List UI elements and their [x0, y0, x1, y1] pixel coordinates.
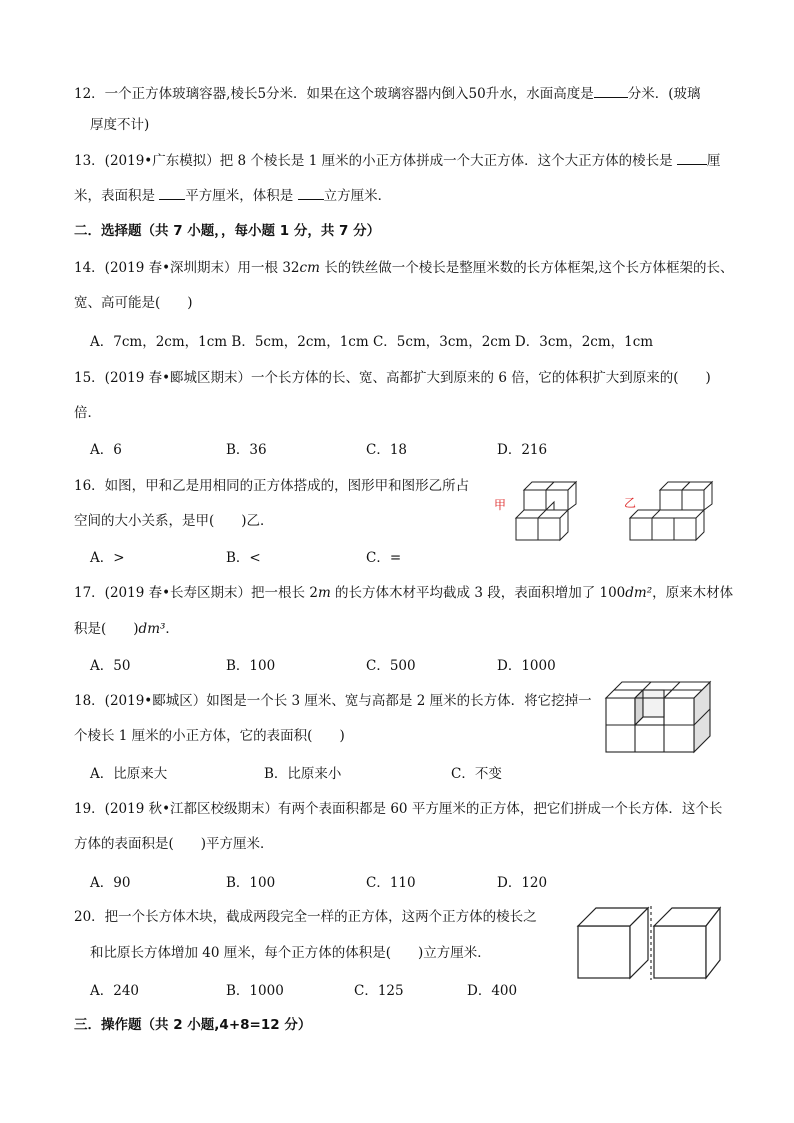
- q18-line1: 18．(2019•郾城区）如图是一个长 3 厘米、宽与高都是 2 厘米的长方体．将它挖掉一: [74, 693, 592, 709]
- q13-text-e: 立方厘米．: [323, 188, 392, 204]
- q17-option-b[interactable]: B．100: [226, 658, 276, 674]
- figure-two-cubes-cut: [574, 904, 724, 982]
- figure-cuboid-with-notch: [604, 674, 716, 756]
- q20-option-a[interactable]: A．240: [90, 983, 140, 999]
- q19-option-b[interactable]: B．100: [226, 875, 276, 891]
- figure-yi-label: 乙: [624, 496, 637, 510]
- q12-line2: 厚度不计): [90, 117, 150, 133]
- q17-text-b: 的长方体木材平均截成 3 段，表面积增加了 100: [330, 585, 626, 601]
- q13-text-a: 13．(2019•广东模拟）把 8 个棱长是 1 厘米的小正方体拼成一个大正方体．这个大正方体的棱长是: [74, 153, 673, 169]
- q19-option-d[interactable]: D．120: [497, 875, 548, 891]
- q17-unit-dm2: dm²: [625, 585, 653, 601]
- figure-jia-cubes: [510, 472, 582, 544]
- q14-unit: cm: [299, 260, 320, 276]
- q13-blank-volume[interactable]: [298, 185, 324, 200]
- q15-line1: 15．(2019 春•郾城区期末）一个长方体的长、宽、高都扩大到原来的 6 倍，它的体积扩大到原来的( ): [74, 370, 711, 386]
- q16-option-c[interactable]: C．=: [366, 550, 402, 566]
- q16-option-b[interactable]: B．<: [226, 550, 261, 566]
- q14-text-a: 14．(2019 春•深圳期末）用一根 32: [74, 260, 300, 276]
- q17-line1: [74, 583, 733, 603]
- q17-option-a[interactable]: A．50: [90, 658, 131, 674]
- q13-line1: [74, 150, 720, 171]
- q15-line2: 倍．: [74, 405, 101, 421]
- q15-option-a[interactable]: A．6: [90, 442, 122, 458]
- q17-option-d[interactable]: D．1000: [497, 658, 556, 674]
- q17-unit-m: m: [317, 585, 331, 601]
- q15-option-b[interactable]: B．36: [226, 442, 267, 458]
- q14-line1: [74, 258, 734, 278]
- q13-blank-area[interactable]: [159, 185, 185, 200]
- section-3-title: 三．操作题（共 2 小题,4+8=12 分）: [74, 1017, 312, 1033]
- q14-line2: 宽、高可能是( ): [74, 295, 193, 311]
- q17-text-e: ．: [165, 621, 179, 637]
- q17-text-a: 17．(2019 春•长寿区期末）把一根长 2: [74, 585, 318, 601]
- q12-text-b: 分米．(玻璃: [627, 86, 701, 102]
- q12-text-a: 12．一个正方体玻璃容器,棱长5分米．如果在这个玻璃容器内倒入50升水，水面高度是: [74, 86, 594, 102]
- q15-option-d[interactable]: D．216: [497, 442, 548, 458]
- q18-option-c[interactable]: C．不变: [451, 766, 502, 782]
- q17-line2: [74, 619, 179, 639]
- q12-blank[interactable]: [594, 83, 628, 98]
- q18-line2: 个棱长 1 厘米的小正方体，它的表面积( ): [74, 728, 345, 744]
- q20-line2: 和比原长方体增加 40 厘米，每个正方体的体积是( )立方厘米．: [90, 945, 491, 961]
- q17-text-d: 积是( ): [74, 621, 139, 637]
- q13-text-c: 米，表面积是: [74, 188, 155, 204]
- figure-jia-label: 甲: [494, 498, 507, 512]
- q17-option-c[interactable]: C．500: [366, 658, 416, 674]
- q17-text-c: ，原来木材体: [652, 585, 734, 601]
- q18-option-a[interactable]: A．比原来大: [90, 766, 168, 782]
- q16-line2: 空间的大小关系，是甲( )乙．: [74, 513, 274, 529]
- q13-line2: [74, 185, 391, 206]
- q20-option-b[interactable]: B．1000: [226, 983, 284, 999]
- q13-text-d: 平方厘米，体积是: [185, 188, 294, 204]
- q12-line1: [74, 83, 701, 104]
- q14-options[interactable]: A．7cm，2cm，1cm B．5cm，2cm，1cm C．5cm，3cm，2cm D．3cm，2cm，1cm: [90, 334, 654, 350]
- figure-yi-cubes: [626, 472, 718, 544]
- q16-line1: 16．如图，甲和乙是用相同的正方体搭成的，图形甲和图形乙所占: [74, 478, 470, 494]
- q20-line1: 20．把一个长方体木块，截成两段完全一样的正方体，这两个正方体的棱长之: [74, 909, 537, 925]
- q15-option-c[interactable]: C．18: [366, 442, 408, 458]
- q14-text-b: 长的铁丝做一个棱长是整厘米数的长方体框架,这个长方体框架的长、: [319, 260, 734, 276]
- q17-unit-dm3: dm³: [138, 621, 166, 637]
- q16-option-a[interactable]: A．>: [90, 550, 125, 566]
- q19-line1: 19．(2019 秋•江都区校级期末）有两个表面积都是 60 平方厘米的正方体，把它们拼成一个长方体．这个长: [74, 801, 723, 817]
- q13-blank-edge[interactable]: [677, 150, 707, 165]
- q19-option-a[interactable]: A．90: [90, 875, 131, 891]
- q20-option-d[interactable]: D．400: [467, 983, 518, 999]
- q19-line2: 方体的表面积是( )平方厘米．: [74, 836, 274, 852]
- q19-option-c[interactable]: C．110: [366, 875, 416, 891]
- q18-option-b[interactable]: B．比原来小: [264, 766, 342, 782]
- q13-text-b: 厘: [706, 153, 721, 169]
- q20-option-c[interactable]: C．125: [354, 983, 404, 999]
- section-2-title: 二．选择题（共 7 小题，，每小题 1 分，共 7 分）: [74, 223, 381, 239]
